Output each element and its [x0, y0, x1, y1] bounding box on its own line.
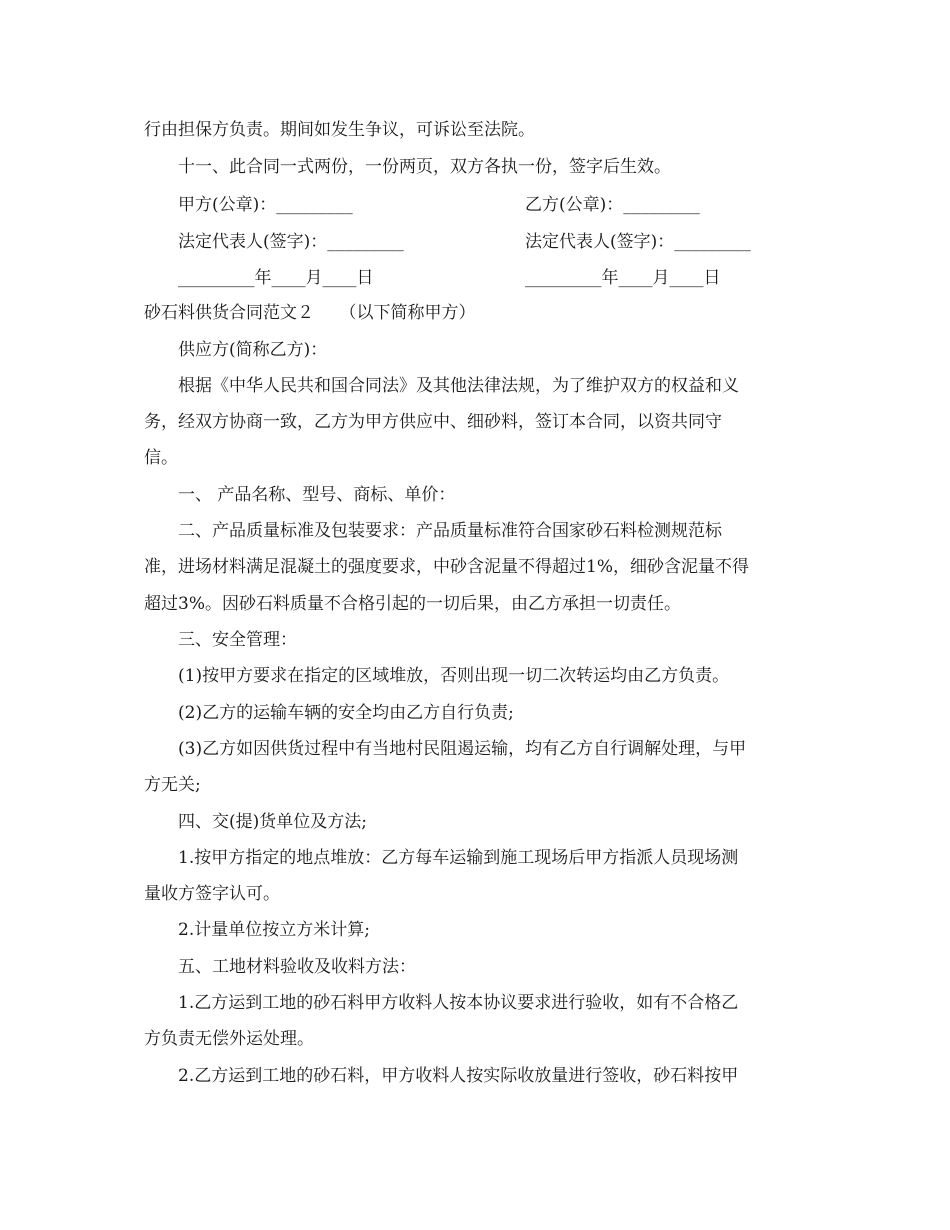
paragraph-line: 1.乙方运到工地的砂石料甲方收料人按本协议要求进行验收，如有不合格乙 — [178, 993, 739, 1013]
paragraph-line: 2.计量单位按立方米计算; — [178, 920, 370, 940]
party-a-representative: 法定代表人(签字)：_________ — [178, 232, 404, 252]
party-b-seal: 乙方(公章)：_________ — [525, 195, 700, 215]
paragraph-line: 十一、此合同一式两份，一份两页，双方各执一份，签字后生效。 — [178, 157, 671, 177]
paragraph-line: 四、交(提)货单位及方法; — [178, 812, 367, 832]
paragraph-line: (3)乙方如因供货过程中有当地村民阻遏运输，均有乙方自行调解处理，与甲 — [178, 739, 747, 759]
paragraph-line: 行由担保方负责。期间如发生争议，可诉讼至法院。 — [144, 120, 535, 140]
paragraph-line: 一、 产品名称、型号、商标、单价： — [178, 485, 456, 505]
party-b-representative: 法定代表人(签字)：_________ — [525, 232, 751, 252]
paragraph-line: (1)按甲方要求在指定的区域堆放，否则出现一切二次转运均由乙方负责。 — [178, 666, 730, 686]
paragraph-line: 2.乙方运到工地的砂石料，甲方收料人按实际收放量进行签收，砂石料按甲 — [178, 1066, 739, 1086]
paragraph-line: 量收方签字认可。 — [144, 884, 280, 904]
paragraph-line: 供应方(简称乙方)： — [178, 340, 328, 360]
paragraph-line: 信。 — [144, 448, 178, 468]
paragraph-line: 三、安全管理： — [178, 630, 297, 650]
paragraph-line: 超过3%。因砂石料质量不合格引起的一切后果，由乙方承担一切责任。 — [144, 594, 681, 614]
party-a-seal: 甲方(公章)：_________ — [178, 195, 353, 215]
paragraph-line: (2)乙方的运输车辆的安全均由乙方自行负责; — [178, 703, 514, 723]
paragraph-line: 五、工地材料验收及收料方法： — [178, 957, 416, 977]
paragraph-line: 准，进场材料满足混凝土的强度要求，中砂含泥量不得超过1%，细砂含泥量不得 — [144, 557, 749, 577]
party-a-date: _________年____月____日 — [178, 268, 374, 288]
paragraph-line: 1.按甲方指定的地点堆放：乙方每车运输到施工现场后甲方指派人员现场测 — [178, 848, 739, 868]
paragraph-line: 根据《中华人民共和国合同法》及其他法律法规，为了维护双方的权益和义 — [178, 376, 739, 396]
paragraph-line: 二、产品质量标准及包装要求：产品质量标准符合国家砂石料检测规范标 — [178, 521, 722, 541]
party-b-date: _________年____月____日 — [525, 268, 721, 288]
paragraph-line: 方无关; — [144, 775, 201, 795]
paragraph-line: 务，经双方协商一致，乙方为甲方供应中、细砂料，签订本合同，以资共同守 — [144, 412, 722, 432]
paragraph-line: 方负责无偿外运处理。 — [144, 1029, 314, 1049]
section-heading: 砂石料供货合同范文２ （以下简称甲方） — [144, 303, 476, 323]
